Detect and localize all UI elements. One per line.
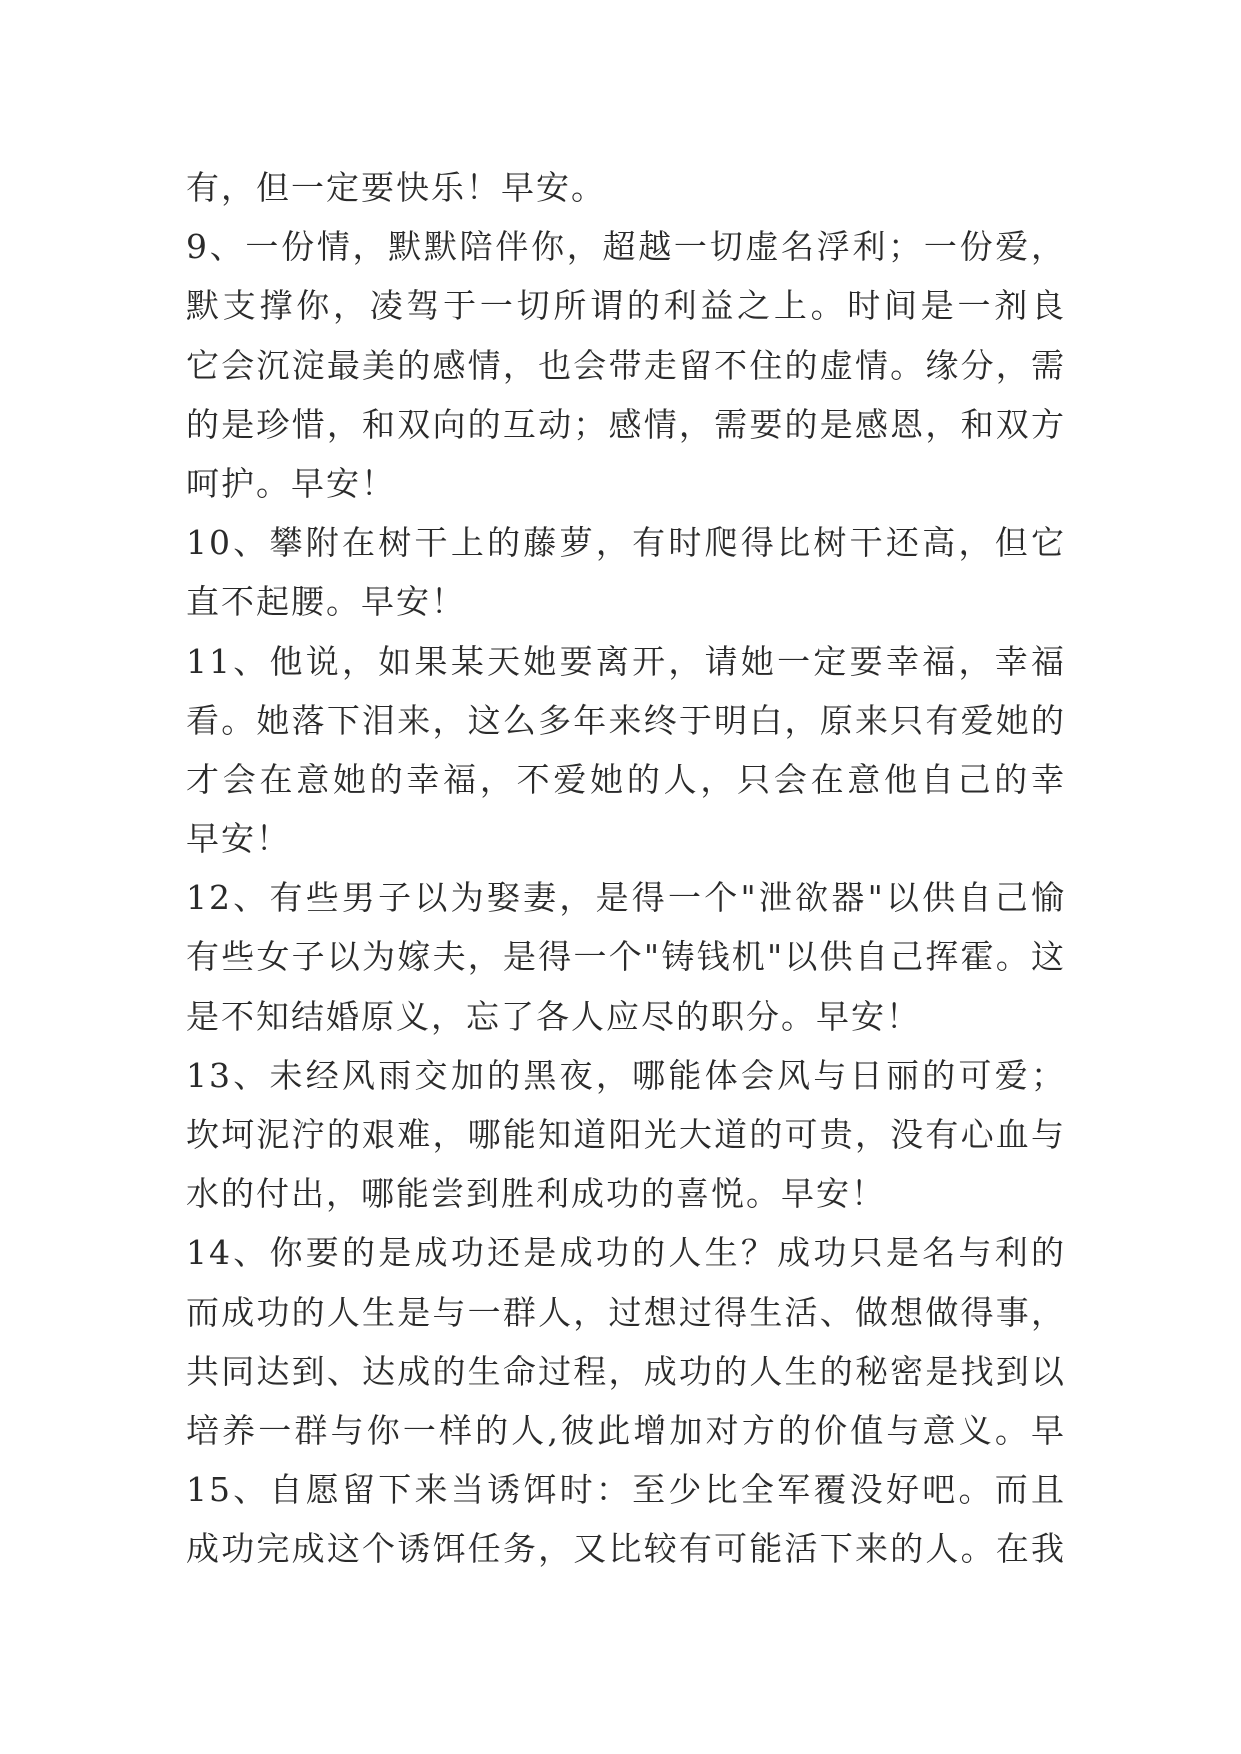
text-line: 11、他说，如果某天她要离开，请她一定要幸福，幸福: [186, 641, 1066, 681]
text-line: 坎坷泥泞的艰难，哪能知道阳光大道的可贵，没有心血与: [186, 1115, 1066, 1154]
text-line: 的是珍惜，和双向的互动；感情，需要的是感恩，和双方: [186, 404, 1066, 444]
text-line: 9、一份情，默默陪伴你，超越一切虚名浮利；一份爱，: [186, 227, 1066, 267]
text-line: 培养一群与你一样的人,彼此增加对方的价值与意义。早: [186, 1410, 1066, 1450]
text-line: 14、你要的是成功还是成功的人生？成功只是名与利的: [186, 1233, 1066, 1273]
text-line: 才会在意她的幸福，不爱她的人，只会在意他自己的幸: [186, 759, 1066, 799]
text-line: 12、有些男子以为娶妻，是得一个"泄欲器"以供自己愉: [186, 878, 1066, 918]
text-line: 默支撑你，凌驾于一切所谓的利益之上。时间是一剂良: [186, 286, 1066, 326]
text-line: 看。她落下泪来，这么多年来终于明白，原来只有爱她的: [186, 700, 1066, 740]
text-line: 直不起腰。早安！: [186, 582, 466, 622]
text-line: 13、未经风雨交加的黑夜，哪能体会风与日丽的可爱；: [186, 1055, 1066, 1095]
text-line: 是不知结婚原义，忘了各人应尽的职分。早安！: [186, 996, 921, 1036]
text-line: 有些女子以为嫁夫，是得一个"铸钱机"以供自己挥霍。这: [186, 937, 1066, 977]
text-line: 水的付出，哪能尝到胜利成功的喜悦。早安！: [186, 1174, 886, 1214]
text-line: 共同达到、达成的生命过程，成功的人生的秘密是找到以: [186, 1351, 1066, 1391]
text-line: 15、自愿留下来当诱饵时：至少比全军覆没好吧。而且: [186, 1470, 1066, 1510]
text-line: 而成功的人生是与一群人，过想过得生活、做想做得事，: [186, 1292, 1066, 1332]
text-line: 呵护。早安！: [186, 463, 396, 503]
text-line: 10、攀附在树干上的藤萝，有时爬得比树干还高，但它: [186, 523, 1066, 563]
document-body: [186, 158, 1066, 1579]
text-line: 有，但一定要快乐！早安。: [186, 168, 606, 207]
text-line: 成功完成这个诱饵任务，又比较有可能活下来的人。在我: [186, 1529, 1066, 1569]
text-line: 它会沉淀最美的感情，也会带走留不住的虚情。缘分，需: [186, 345, 1066, 385]
text-line: 早安！: [186, 819, 291, 859]
